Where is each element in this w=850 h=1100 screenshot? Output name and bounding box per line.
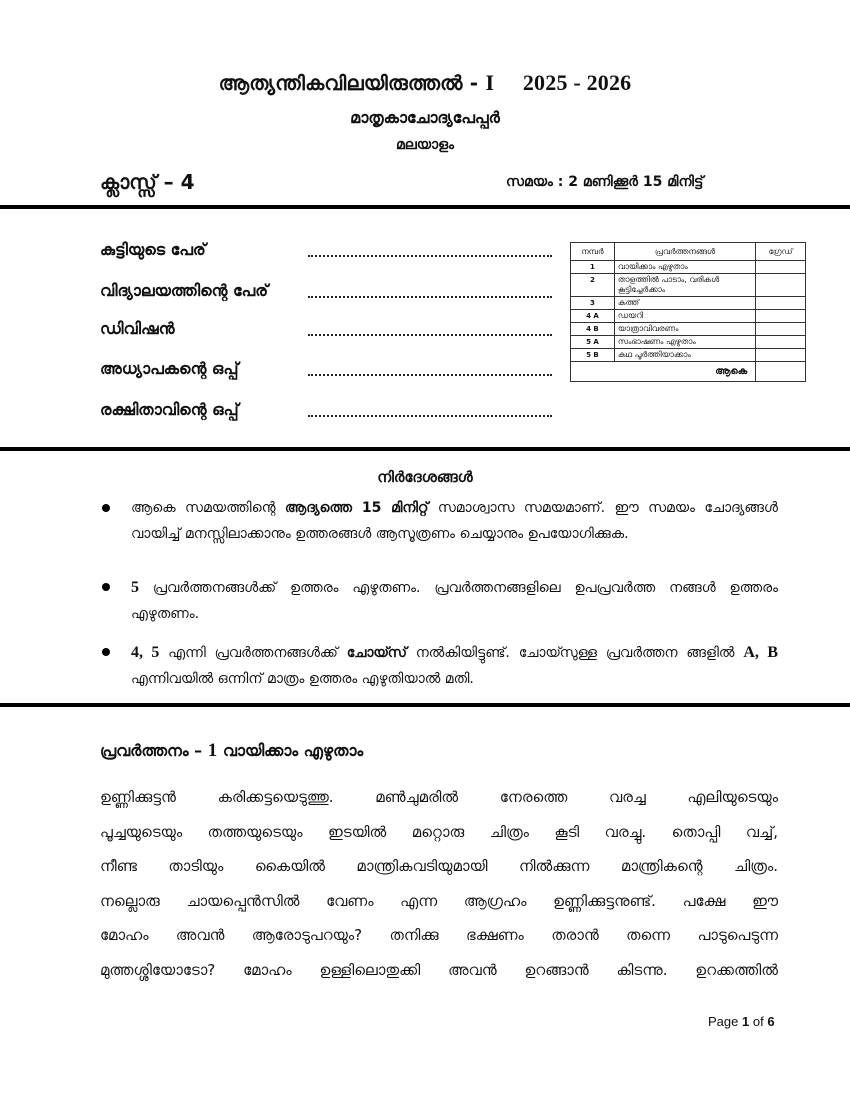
instruction-text: എന്നി പ്രവർത്തനങ്ങൾക്ക് <box>159 645 347 661</box>
page-of: of <box>752 1014 764 1029</box>
row-activity: കഥ പൂർത്തിയാക്കാം <box>614 349 755 362</box>
division-line[interactable] <box>308 332 552 336</box>
parent-signature-line[interactable] <box>308 413 552 417</box>
grade-table-header <box>571 243 806 261</box>
row-number: 2 <box>571 274 615 297</box>
row-grade-cell[interactable] <box>756 274 806 297</box>
field-label: കുട്ടിയുടെ പേര് <box>100 240 206 259</box>
total-row <box>571 362 806 382</box>
table-row <box>571 336 806 349</box>
row-grade-cell[interactable] <box>756 349 806 362</box>
exam-title <box>0 70 850 96</box>
instruction-text: എന്നിവയിൽ ഒന്നിന് മാത്രം ഉത്തരം എഴുതിയാൽ മതി. <box>131 671 474 687</box>
row-activity: വായിക്കാം എഴുതാം <box>614 261 755 274</box>
instruction-number: 5 <box>131 579 139 596</box>
row-number: 5 A <box>571 336 615 349</box>
row-number: 4 A <box>571 310 615 323</box>
fields-divider <box>0 447 850 451</box>
table-row <box>571 310 806 323</box>
subject-name: മലയാളം <box>395 137 455 153</box>
activity-title-name: വായിക്കാം എഴുതാം <box>222 741 364 760</box>
table-row <box>571 261 806 274</box>
class-label: ക്ലാസ്സ് – 4 <box>100 170 195 194</box>
table-row <box>571 274 806 297</box>
instructions-title: നിർദേശങ്ങൾ <box>377 468 473 486</box>
instruction-text: സമാശ്വാസ സമയമാണ്. ഈ സമയം ചോദ്യങ്ങൾ വായിച്ച് മനസ്സിലാക്കാനും ഉത്തരങ്ങൾ ആസൂത്രണം ചെയ്യാനും ഉപയോഗിക്കുക. <box>131 500 778 542</box>
teacher-signature-line[interactable] <box>308 372 552 376</box>
instruction-text: നൽകിയിട്ടുണ്ട്. ചോയ്സുള്ള പ്രവർത്തന ങ്ങളിൽ <box>406 645 744 661</box>
row-grade-cell[interactable] <box>756 310 806 323</box>
time-label: സമയം : 2 മണിക്കൂർ 15 മിനിട്ട് <box>506 174 704 190</box>
row-activity: ഡയറി <box>614 310 755 323</box>
bullet-icon <box>102 583 110 591</box>
page-word: Page <box>708 1014 739 1029</box>
instruction-number: 4, 5 <box>131 644 160 661</box>
instruction-bold: ചോയ്സ് <box>346 645 407 661</box>
row-activity: സംഭാഷണം എഴുതാം <box>614 336 755 349</box>
passage-line: ഉണ്ണിക്കുട്ടൻ കരിക്കട്ടയെടുത്തു. മൺചുമരിൽ നേരത്തെ വരച്ച എലിയുടെയും <box>100 788 778 806</box>
instruction-item-3 <box>131 640 778 692</box>
page-number <box>708 1014 775 1029</box>
activity-title-prefix: പ്രവർത്തനം – <box>100 741 203 760</box>
paper-type: മാതൃകാചോദ്യപേപ്പർ <box>350 108 500 127</box>
total-grade-cell[interactable] <box>756 362 806 382</box>
field-label: വിദ്യാലയത്തിന്റെ പേര് <box>100 281 269 300</box>
field-label: രക്ഷിതാവിന്റെ ഒപ്പ് <box>100 400 239 419</box>
table-row <box>571 349 806 362</box>
instruction-item-1 <box>131 495 778 547</box>
row-grade-cell[interactable] <box>756 336 806 349</box>
table-row <box>571 323 806 336</box>
field-label: അധ്യാപകന്റെ ഒപ്പ് <box>100 359 239 378</box>
exam-year: 2025 - 2026 <box>522 70 632 95</box>
activity-number: 1 <box>207 740 218 761</box>
row-grade-cell[interactable] <box>756 261 806 274</box>
grade-table <box>570 242 806 382</box>
table-row <box>571 297 806 310</box>
row-grade-cell[interactable] <box>756 323 806 336</box>
school-name-line[interactable] <box>308 294 552 298</box>
header-activities: പ്രവർത്തനങ്ങൾ <box>614 243 755 261</box>
instruction-choice-labels: A, B <box>743 644 778 661</box>
reading-passage <box>100 780 778 988</box>
bullet-icon <box>102 504 110 512</box>
header-grade: ഗ്രേഡ് <box>756 243 806 261</box>
passage-line: മുത്തശ്ശിയോടോ? മോഹം ഉള്ളിലൊതുക്കി അവൻ ഉറങ്ങാൻ കിടന്നു. ഉറക്കത്തിൽ <box>100 960 778 979</box>
row-number: 5 B <box>571 349 615 362</box>
passage-line: നീണ്ട താടിയും കൈയിൽ മാന്ത്രികവടിയുമായി നിൽക്കുന്ന മാന്ത്രികന്റെ ചിത്രം. <box>100 857 778 876</box>
row-activity: കത്ത് <box>614 297 755 310</box>
field-label: ഡിവിഷൻ <box>100 319 175 338</box>
row-number: 3 <box>571 297 615 310</box>
row-activity: താളത്തിൽ പാടാം, വരികൾ കൂട്ടിച്ചേർക്കാം <box>614 274 755 297</box>
page-current: 1 <box>742 1014 750 1029</box>
header-divider <box>0 205 850 209</box>
exam-title-text: ആത്യന്തികവിലയിരുത്തൽ - <box>218 71 479 95</box>
instruction-text: പ്രവർത്തനങ്ങൾക്ക് ഉത്തരം എഴുതണം. പ്രവർത്തനങ്ങളിലെ ഉപപ്രവർത്ത നങ്ങൾ ഉത്തരം എഴുതണം. <box>131 580 778 622</box>
instruction-bold: ആദ്യത്തെ 15 മിനിറ്റ് <box>284 500 429 516</box>
row-number: 4 B <box>571 323 615 336</box>
total-label: ആകെ <box>571 362 756 382</box>
header-number: നമ്പർ <box>571 243 615 261</box>
exam-term: I <box>485 70 495 95</box>
student-name-line[interactable] <box>308 253 552 257</box>
passage-line: മോഹം അവൻ ആരോടുപറയും? തനിക്കു ഭക്ഷണം തരാൻ തന്നെ പാടുപെടുന്ന <box>100 926 778 945</box>
instructions-divider <box>0 703 850 707</box>
bullet-icon <box>102 648 110 656</box>
row-grade-cell[interactable] <box>756 297 806 310</box>
row-number: 1 <box>571 261 615 274</box>
page-total: 6 <box>767 1014 775 1029</box>
passage-line: പൂച്ചയുടെയും തത്തയുടെയും ഇടയിൽ മറ്റൊരു ചിത്രം കൂടി വരച്ചു. തൊപ്പി വച്ച്, <box>100 822 778 841</box>
activity-title <box>100 740 363 762</box>
row-activity: യാത്രാവിവരണം <box>614 323 755 336</box>
passage-line: നല്ലൊരു ചായപ്പെൻസിൽ വേണം എന്ന ആഗ്രഹം ഉണ്ണിക്കുട്ടനുണ്ട്. പക്ഷേ ഈ <box>100 891 778 910</box>
instruction-text: ആകെ സമയത്തിന്റെ <box>131 500 285 516</box>
instruction-item-2 <box>131 575 778 627</box>
